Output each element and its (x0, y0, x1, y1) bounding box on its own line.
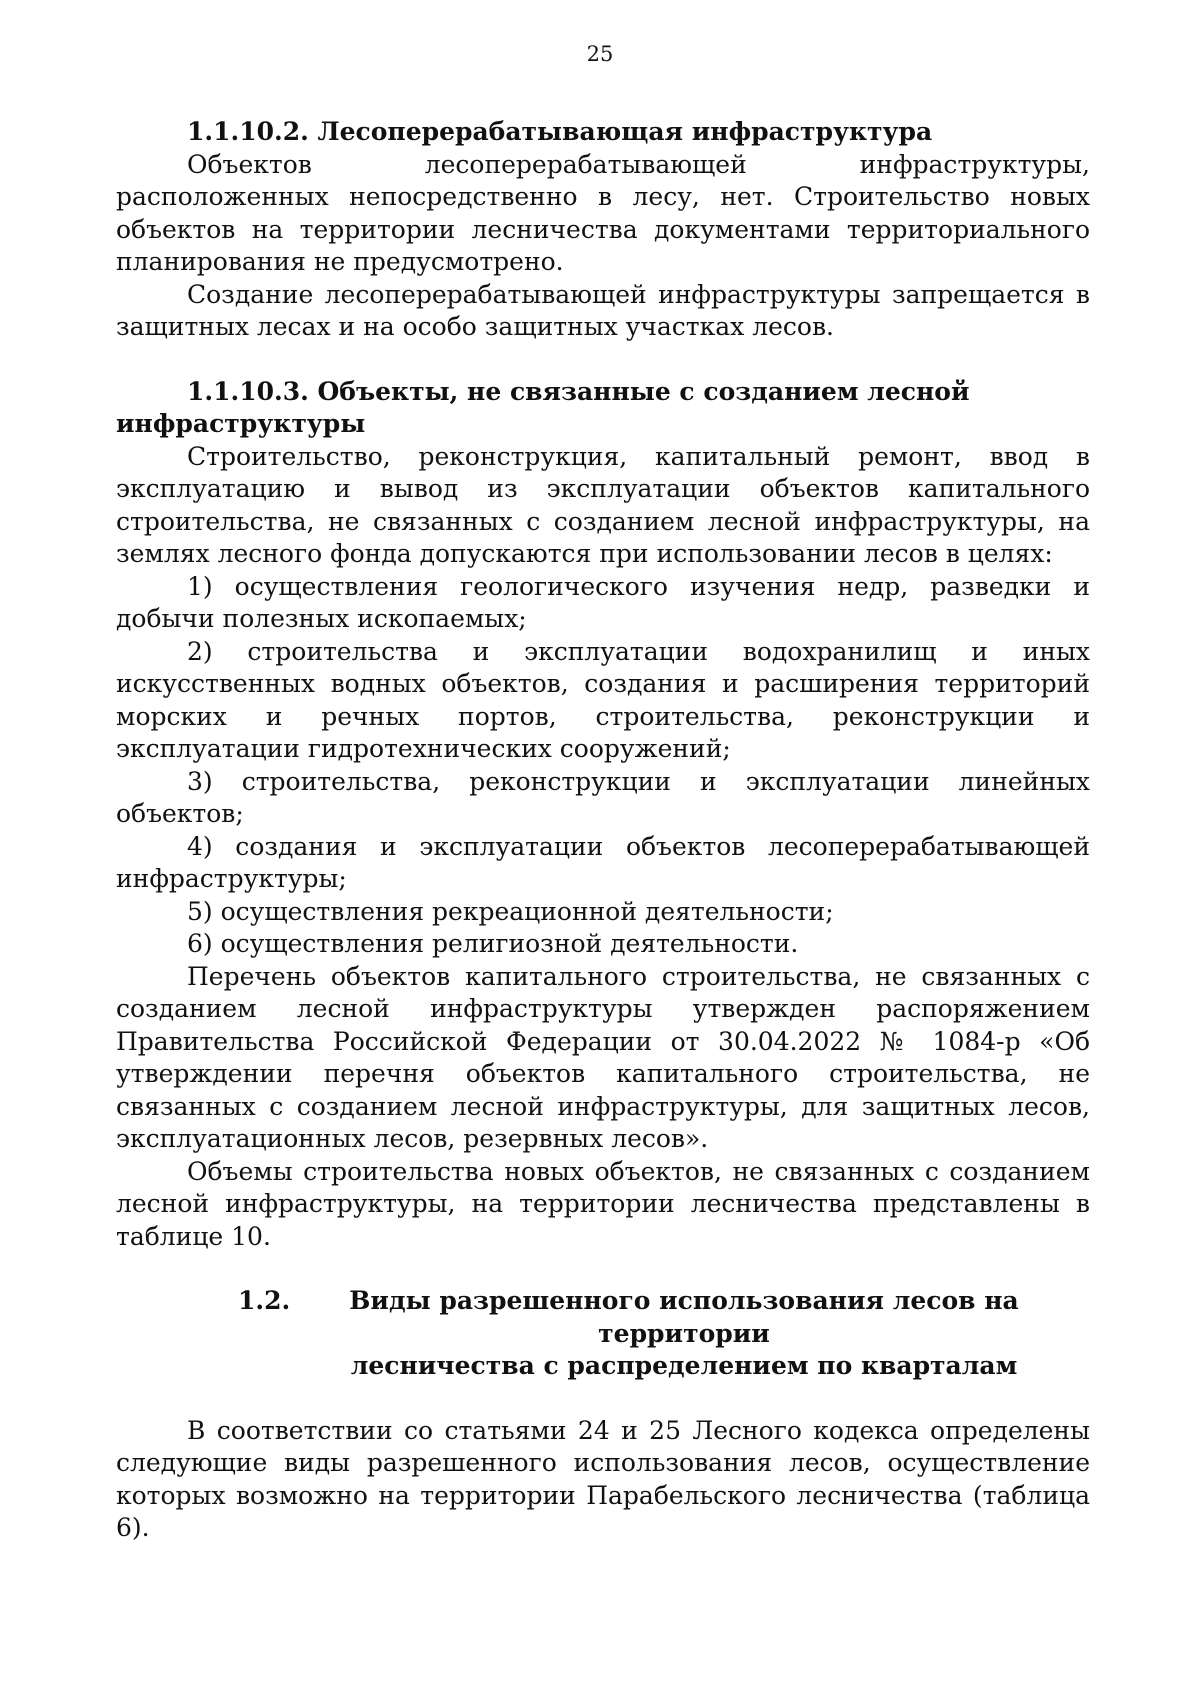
paragraph: Объектов лесоперерабатывающей инфраструктуры, расположенных непосредственно в лесу, нет. Строительство новых объектов на территории лесничества документами территориального планирования не предусмотрено. (116, 149, 1090, 276)
list-item: 3) строительства, реконструкции и эксплуатации линейных объектов; (116, 766, 1090, 828)
paragraph: Создание лесоперерабатывающей инфраструктуры запрещается в защитных лесах и на особо защитных участках лесов. (116, 279, 1090, 341)
section-title-line: Виды разрешенного использования лесов на территории (349, 1286, 1019, 1348)
list-item: 1) осуществления геологического изучения недр, разведки и добычи полезных ископаемых; (116, 571, 1090, 633)
spacer (116, 344, 1090, 376)
page-content (116, 116, 1090, 1545)
list-item: 2) строительства и эксплуатации водохранилищ и иных искусственных водных объектов, создания и расширения территорий морских и речных портов, строительства, реконструкции и эксплуатации гидротехнических сооружений; (116, 636, 1090, 763)
paragraph: Перечень объектов капитального строительства, не связанных с созданием лесной инфраструктуры утвержден распоряжением Правительства Российской Федерации от 30.04.2022 № 1084-р «Об утверждении перечня объектов капитального строительства, не связанных с созданием лесной инфраструктуры, для защитных лесов, эксплуатационных лесов, резервных лесов». (116, 961, 1090, 1153)
paragraph: Строительство, реконструкция, капитальный ремонт, ввод в эксплуатацию и вывод из эксплуатации объектов капитального строительства, не связанных с созданием лесной инфраструктуры, на землях лесного фонда допускаются при использовании лесов в целях: (116, 441, 1090, 568)
section-heading-permitted-use (116, 1285, 1090, 1383)
section-title (308, 1285, 1090, 1383)
paragraph: В соответствии со статьями 24 и 25 Лесного кодекса определены следующие виды разрешенного использования лесов, осуществление которых возможно на территории Парабельского лесничества (таблица 6). (116, 1415, 1090, 1542)
section-number: 1.2. (238, 1286, 291, 1315)
spacer (116, 1253, 1090, 1285)
section-heading-non-forest-objects: 1.1.10.3. Объекты, не связанные с созданием лесной инфраструктуры (116, 376, 970, 438)
section-title-line: лесничества с распределением по кварталам (350, 1351, 1018, 1380)
section-heading-forest-processing: 1.1.10.2. Лесоперерабатывающая инфраструктура (187, 117, 933, 146)
list-item: 6) осуществления религиозной деятельности. (187, 929, 799, 958)
page-number: 25 (586, 42, 614, 66)
spacer (116, 1383, 1090, 1415)
list-item: 4) создания и эксплуатации объектов лесоперерабатывающей инфраструктуры; (116, 831, 1090, 893)
list-item: 5) осуществления рекреационной деятельности; (187, 896, 834, 926)
paragraph: Объемы строительства новых объектов, не связанных с созданием лесной инфраструктуры, на территории лесничества представлены в таблице 10. (116, 1156, 1090, 1251)
